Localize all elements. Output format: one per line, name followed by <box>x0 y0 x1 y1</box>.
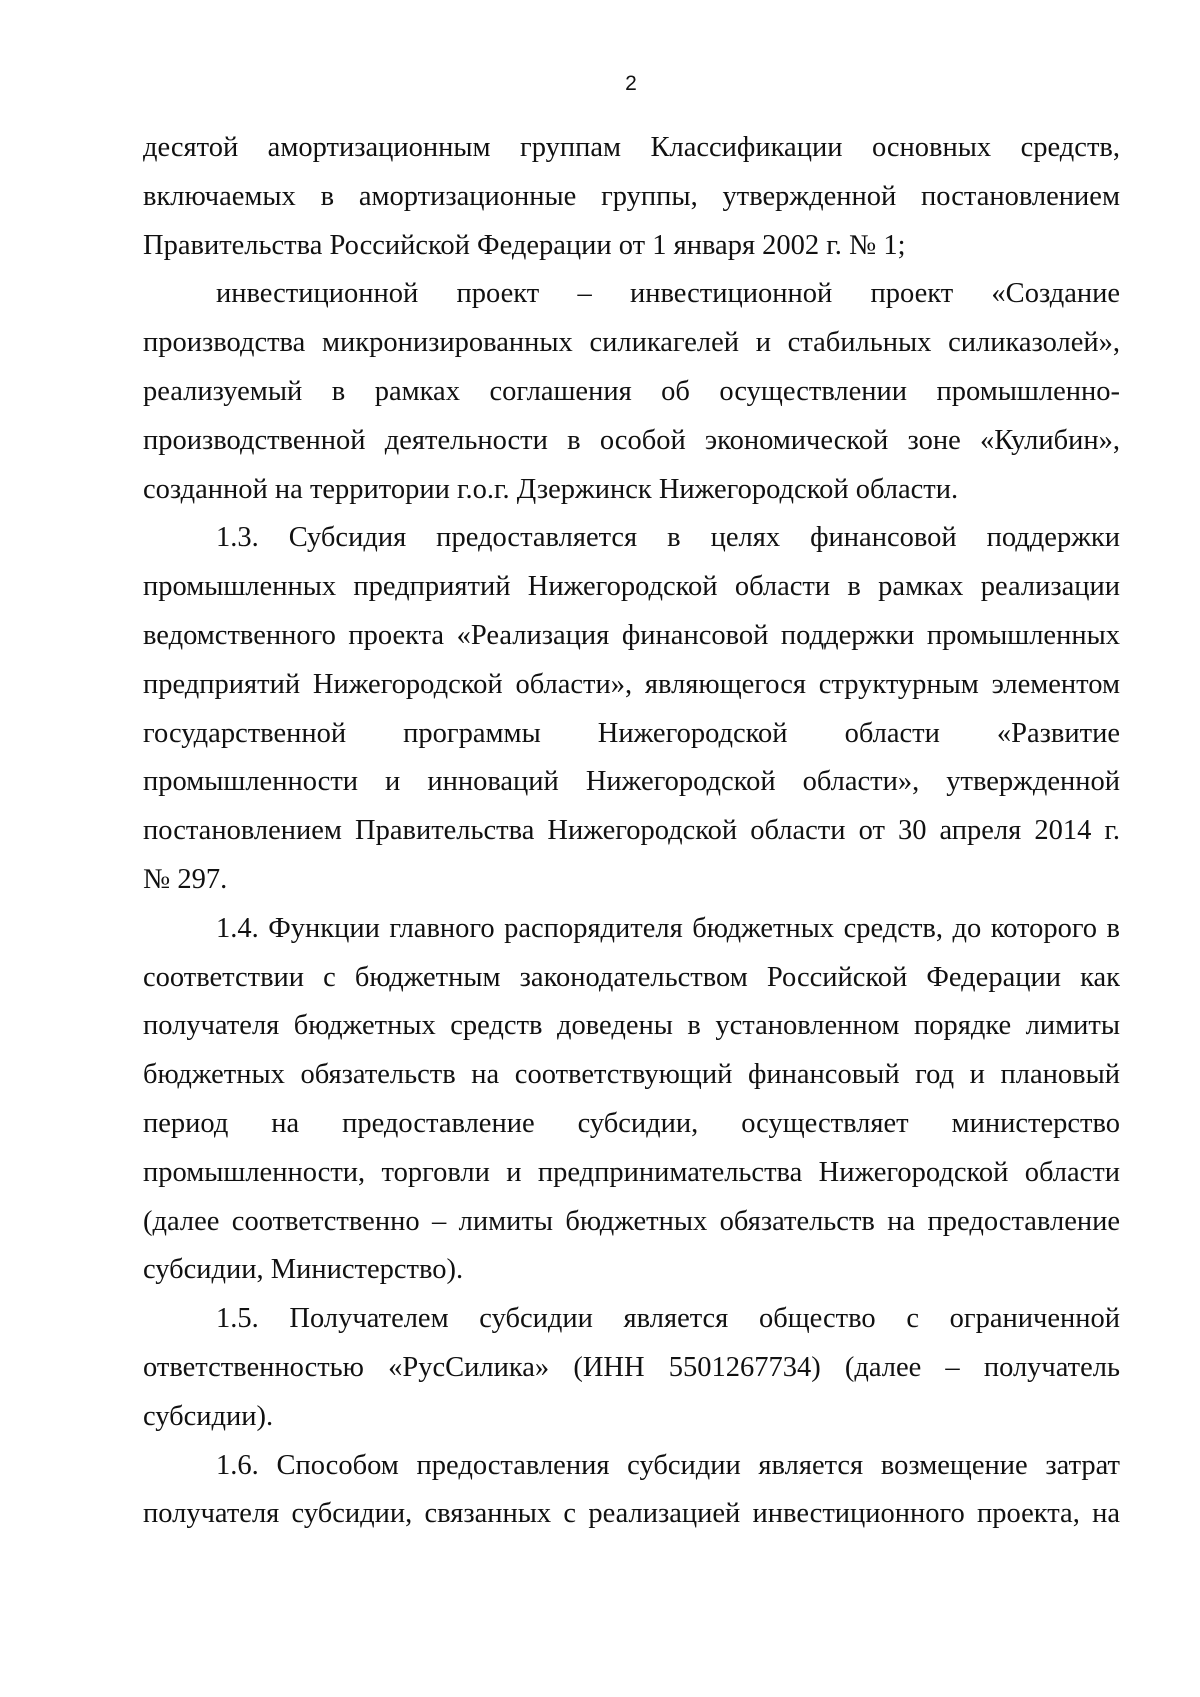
text-line: государственной программы Нижегородской области «Развитие <box>143 717 1120 749</box>
text-line: предприятий Нижегородской области», являющегося структурным элементом <box>143 668 1120 700</box>
text-line: производственной деятельности в особой экономической зоне «Кулибин», <box>143 424 1120 456</box>
text-line: созданной на территории г.о.г. Дзержинск Нижегородской области. <box>143 473 959 505</box>
text-line: ответственностью «РусСилика» (ИНН 5501267734) (далее – получатель <box>143 1351 1120 1383</box>
text-line: постановлением Правительства Нижегородской области от 30 апреля 2014 г. <box>143 815 1120 847</box>
text-line: реализуемый в рамках соглашения об осуществлении промышленно- <box>143 375 1120 407</box>
text-line: 1.4. Функции главного распорядителя бюджетных средств, до которого в <box>216 912 1120 944</box>
text-line: промышленности и инноваций Нижегородской области», утвержденной <box>143 766 1120 798</box>
text-line: субсидии). <box>143 1400 274 1432</box>
text-line: включаемых в амортизационные группы, утвержденной постановлением <box>143 180 1120 212</box>
text-line: ведомственного проекта «Реализация финансовой поддержки промышленных <box>143 619 1120 651</box>
text-line: 1.3. Субсидия предоставляется в целях финансовой поддержки <box>216 522 1120 554</box>
text-line: (далее соответственно – лимиты бюджетных обязательств на предоставление <box>143 1205 1120 1237</box>
text-line: получателя субсидии, связанных с реализацией инвестиционного проекта, на <box>143 1498 1120 1530</box>
text-line: субсидии, Министерство). <box>143 1254 464 1286</box>
text-line: Правительства Российской Федерации от 1 января 2002 г. № 1; <box>143 229 906 261</box>
text-line: промышленных предприятий Нижегородской области в рамках реализации <box>143 571 1120 603</box>
text-line: промышленности, торговли и предпринимательства Нижегородской области <box>143 1156 1120 1188</box>
text-line: бюджетных обязательств на соответствующий финансовый год и плановый <box>143 1059 1120 1091</box>
text-line: соответствии с бюджетным законодательством Российской Федерации как <box>143 961 1120 993</box>
text-line: 1.5. Получателем субсидии является общество с ограниченной <box>216 1303 1120 1335</box>
text-line: № 297. <box>143 863 228 895</box>
text-line: производства микронизированных силикагелей и стабильных силиказолей», <box>143 327 1120 359</box>
text-line: период на предоставление субсидии, осуществляет министерство <box>143 1107 1120 1139</box>
text-line: получателя бюджетных средств доведены в установленном порядке лимиты <box>143 1010 1120 1042</box>
text-line: инвестиционной проект – инвестиционной проект «Создание <box>216 278 1120 310</box>
document-body <box>143 124 1120 1539</box>
page-number: 2 <box>625 72 637 95</box>
text-line: десятой амортизационным группам Классификации основных средств, <box>143 132 1120 163</box>
text-line: 1.6. Способом предоставления субсидии является возмещение затрат <box>216 1449 1120 1481</box>
